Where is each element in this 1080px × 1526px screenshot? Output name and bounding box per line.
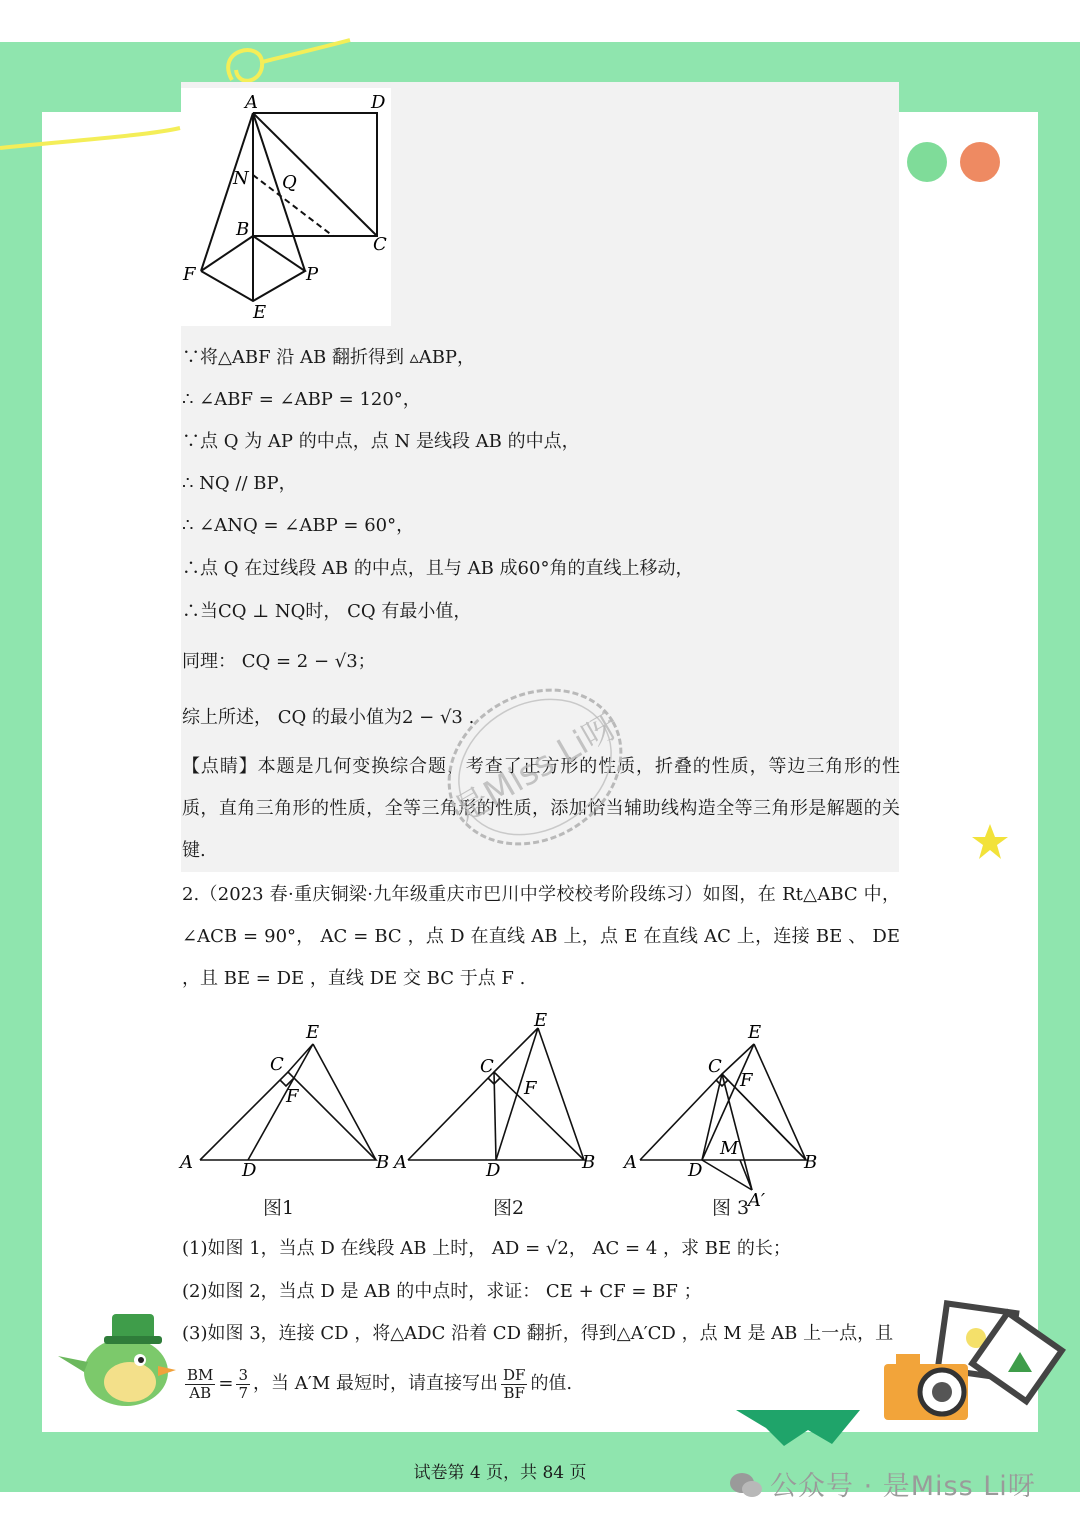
fig2-label-D: D [486,1160,501,1181]
fig3-label-E: E [748,1022,762,1043]
label-N: N [233,168,249,189]
solution-line-7: ∴当CQ ⊥ NQ时， CQ 有最小值， [182,601,472,622]
fraction-3-7: $\frac{3}{7}$ [238,1365,249,1402]
label-F: F [183,264,196,285]
fig3-caption: 图 3 [712,1197,750,1219]
fig1-label-D: D [242,1160,257,1181]
green-ribbon-decoration [736,1408,866,1448]
label-B: B [236,219,250,240]
solution-line-8: 同理： CQ = 2 − √3； [182,651,376,672]
solution-line-1: ∵将△ABF 沿 AB 翻折得到 ▵ABP， [182,347,476,368]
fig2-label-F: F [524,1078,537,1099]
problem2-figures [178,1010,818,1222]
question-3-part-a: (3)如图 3，连接 CD ，将△ADC 沿着 CD 翻折，得到△A′CD ，点 M 是 AB 上一点，且 [182,1323,894,1344]
fig1-label-F: F [286,1086,299,1107]
fig3-label-C: C [708,1056,722,1077]
fig3-label-A: A [624,1152,637,1173]
fraction-df-bf: $\frac{DF}{BF}$ [503,1365,526,1402]
problem2-stem: 2.（2023 春·重庆铜梁·九年级重庆市巴川中学校校考阶段练习）如图，在 Rt△ABC 中，∠ACB = 90°， AC = BC ，点 D 在直线 AB 上，点 E 在直线 AC 上，连接 BE 、 DE ，且 BE = DE ，直线 DE 交 BC 于点 F . [182,884,900,989]
bird-icon [54,1300,184,1410]
question-3-part-b: $\frac{BM}{AB}$ = $\frac{3}{7}$ ，当 A′M 最短时，请直接写出 $\frac{DF}{BF}$ 的值. [187,1365,573,1402]
solution-line-6: ∴点 Q 在过线段 AB 的中点，且与 AB 成60°角的直线上移动， [182,558,694,579]
fig1-label-E: E [306,1022,320,1043]
fig2-label-A: A [394,1152,407,1173]
label-Q: Q [282,172,297,193]
fig3-label-D: D [688,1160,703,1181]
wechat-watermark [728,1464,1036,1503]
question-2: (2)如图 2，当点 D 是 AB 的中点时，求证： CE + CF = BF ； [182,1281,702,1302]
watermark-text: 公众号 · 是Miss Li呀 [770,1471,1036,1502]
square-fold-figure [181,88,391,326]
camera-icon [880,1300,1060,1430]
page-number: 试卷第 4 页，共 84 页 [413,1463,587,1483]
fig2-label-C: C [480,1056,494,1077]
fig3-label-B: B [804,1152,818,1173]
label-C: C [373,234,387,255]
solution-line-5: ∴ ∠ANQ = ∠ABP = 60°， [182,515,415,536]
solution-line-3: ∵点 Q 为 AP 的中点，点 N 是线段 AB 的中点， [182,431,580,452]
fig1-label-A: A [180,1152,193,1173]
fig1-label-B: B [376,1152,390,1173]
fraction-bm-ab: $\frac{BM}{AB}$ [187,1365,214,1402]
square-fold-diagram [181,88,391,326]
label-E: E [253,302,267,323]
label-A: A [245,92,258,113]
solution-line-9: 综上所述， CQ 的最小值为2 − √3 . [182,707,475,728]
star-icon [970,822,1010,862]
solution-line-2: ∴ ∠ABF = ∠ABP = 120°， [182,389,421,410]
fig2-caption: 图2 [493,1197,525,1219]
stamp-watermark [440,672,630,862]
fig1-caption: 图1 [263,1197,295,1219]
fig3-label-A-prime: A′ [748,1190,766,1211]
stamp-text: 是Miss Li呀 [447,706,625,832]
fig3-label-F: F [740,1070,753,1091]
fig2-label-E: E [534,1010,548,1031]
fig3-label-M: M [720,1138,739,1159]
fig2-label-B: B [582,1152,596,1173]
solution-comment: 【点睛】本题是几何变换综合题，考查了正方形的性质，折叠的性质，等边三角形的性质，直角三角形的性质，全等三角形的性质，添加恰当辅助线构造全等三角形是解题的关键. [182,756,900,861]
label-P: P [306,264,319,285]
wechat-icon [728,1471,764,1499]
question-1: (1)如图 1，当点 D 在线段 AB 上时， AD = √2， AC = 4 ，求 BE 的长； [182,1238,791,1259]
fig1-label-C: C [270,1054,284,1075]
solution-line-4: ∴ NQ // BP， [182,473,297,494]
label-D: D [371,92,386,113]
color-dots-decoration [900,138,1010,188]
